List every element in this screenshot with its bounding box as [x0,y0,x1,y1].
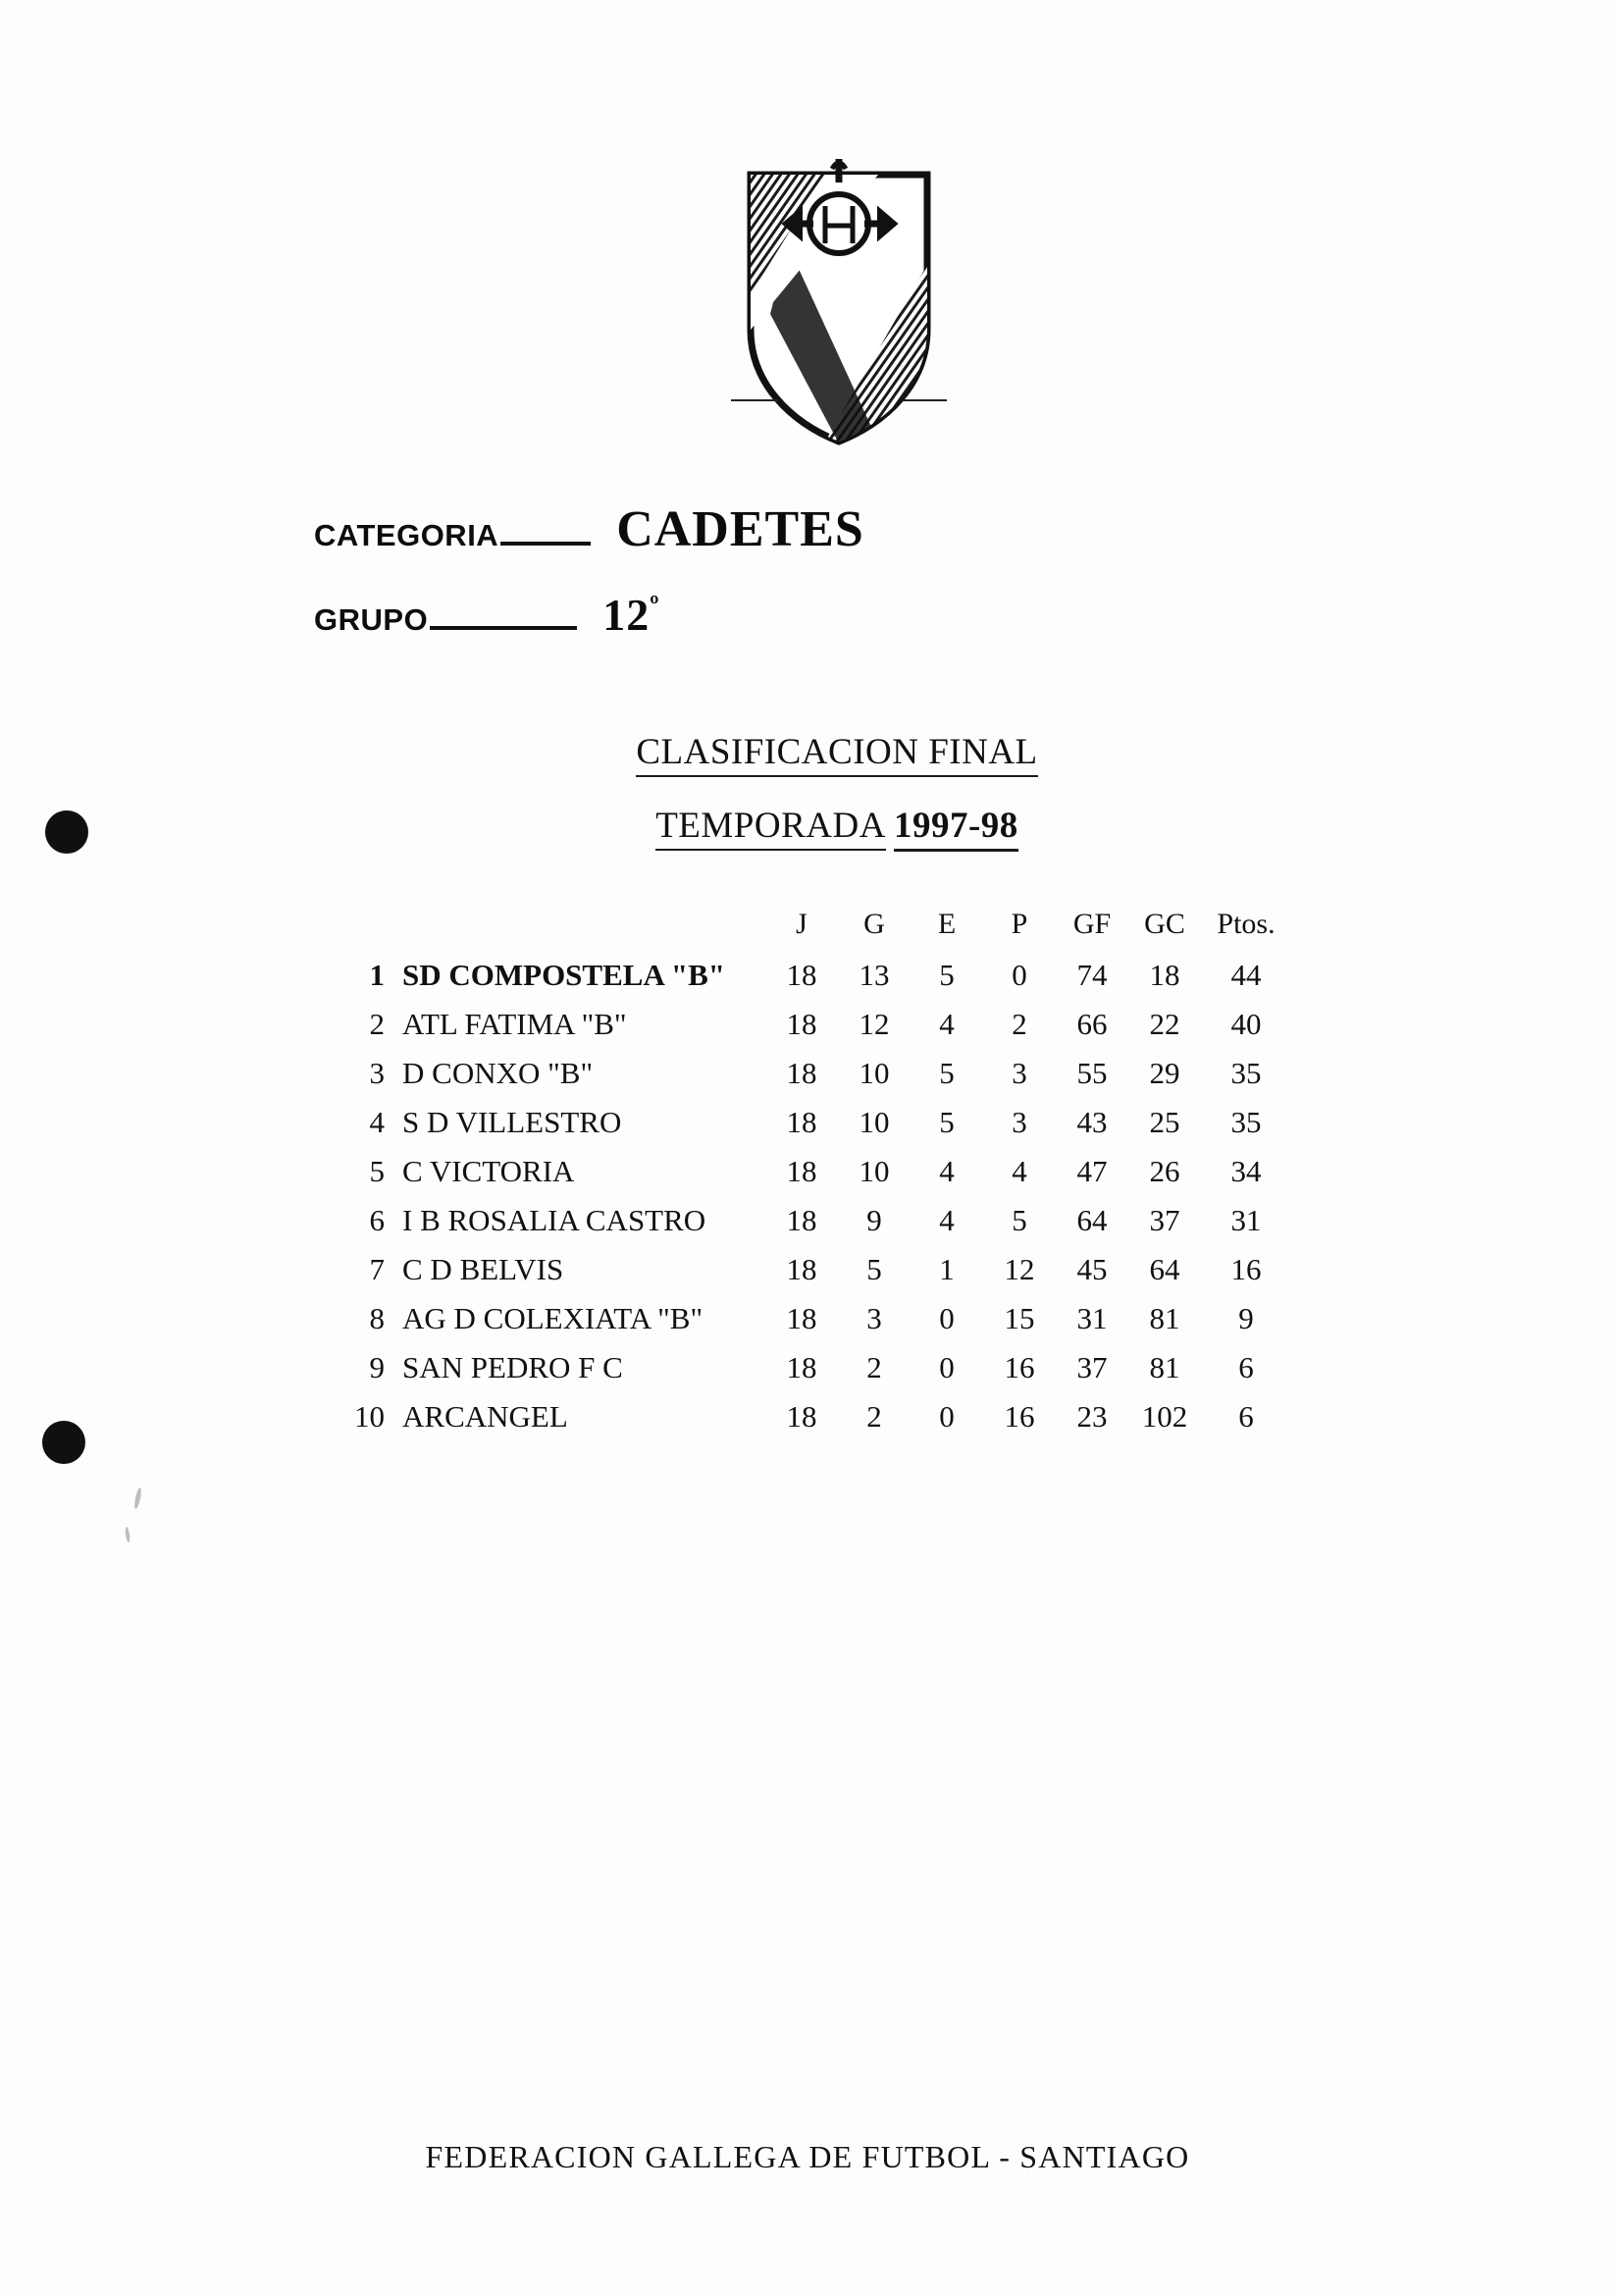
table-row [324,1294,1291,1343]
cell-gc: 25 [1149,1105,1180,1139]
cell-gc: 102 [1141,1399,1188,1434]
cell-j: 18 [786,1350,817,1384]
column-header-g: G [863,908,885,940]
column-header-p: P [1011,908,1028,940]
cell-e: 4 [939,1007,955,1041]
cell-gf: 31 [1076,1301,1108,1335]
standings-table-body [324,951,1291,1441]
cell-position: 7 [369,1252,385,1286]
grupo-value [602,589,659,641]
grupo-line [314,589,659,641]
cell-team: D CONXO "B" [402,1056,594,1090]
temporada-value: 1997-98 [894,806,1018,852]
cell-gc: 22 [1149,1007,1180,1041]
cell-gc: 29 [1149,1056,1180,1090]
cell-g: 9 [866,1203,882,1237]
cell-g: 10 [859,1056,890,1090]
cell-j: 18 [786,1203,817,1237]
cell-j: 18 [786,958,817,992]
cell-team: ATL FATIMA "B" [402,1007,627,1041]
cell-ptos: 35 [1230,1105,1262,1139]
clasificacion-title [29,731,1615,773]
cell-j: 18 [786,1301,817,1335]
cell-p: 4 [1012,1154,1027,1188]
cell-ptos: 6 [1238,1350,1254,1384]
cell-gc: 26 [1149,1154,1180,1188]
cell-team: S D VILLESTRO [402,1105,622,1139]
cell-p: 3 [1012,1105,1027,1139]
scan-speckle [133,1487,142,1510]
cell-j: 18 [786,1154,817,1188]
temporada-title [29,805,1615,847]
categoria-label: CATEGORIA [314,518,499,552]
cell-g: 5 [866,1252,882,1286]
cell-position: 4 [369,1105,385,1139]
cell-p: 5 [1012,1203,1027,1237]
table-row [324,1147,1291,1196]
cell-ptos: 31 [1230,1203,1262,1237]
cell-p: 12 [1004,1252,1035,1286]
cell-e: 0 [939,1301,955,1335]
cell-ptos: 34 [1230,1154,1262,1188]
cell-position: 3 [369,1056,385,1090]
cell-team: C D BELVIS [402,1252,564,1286]
table-row [324,1196,1291,1245]
cell-gc: 81 [1149,1350,1180,1384]
cell-p: 0 [1012,958,1027,992]
cell-gc: 64 [1149,1252,1180,1286]
cell-e: 0 [939,1350,955,1384]
table-row [324,1000,1291,1049]
column-header-position [324,908,402,951]
cell-ptos: 35 [1230,1056,1262,1090]
cell-g: 13 [859,958,890,992]
cell-position: 6 [369,1203,385,1237]
cell-team: SD COMPOSTELA "B" [402,958,725,992]
column-header-e: E [937,908,957,940]
standings-table-head [324,908,1291,951]
cell-p: 16 [1004,1399,1035,1434]
cell-position: 5 [369,1154,385,1188]
footer-text: FEDERACION GALLEGA DE FUTBOL - SANTIAGO [425,2139,1190,2174]
cell-ptos: 6 [1238,1399,1254,1434]
cell-position: 9 [369,1350,385,1384]
cell-gf: 74 [1076,958,1108,992]
clasificacion-title-text: CLASIFICACION FINAL [636,732,1037,777]
column-header-team [402,908,765,951]
cell-g: 10 [859,1154,890,1188]
cell-e: 1 [939,1252,955,1286]
cell-p: 16 [1004,1350,1035,1384]
cell-g: 2 [866,1399,882,1434]
cell-p: 2 [1012,1007,1027,1041]
cell-position: 10 [354,1399,385,1434]
cell-e: 4 [939,1154,955,1188]
cell-position: 1 [369,958,385,992]
club-crest-icon [731,147,947,461]
cell-gc: 37 [1149,1203,1180,1237]
cell-gf: 37 [1076,1350,1108,1384]
cell-position: 2 [369,1007,385,1041]
column-header-gf: GF [1072,908,1112,940]
cell-gf: 55 [1076,1056,1108,1090]
table-row [324,1098,1291,1147]
column-header-ptos: Ptos. [1217,908,1276,940]
cell-j: 18 [786,1007,817,1041]
table-row [324,1343,1291,1392]
categoria-value: CADETES [616,501,864,557]
cell-j: 18 [786,1105,817,1139]
cell-e: 0 [939,1399,955,1434]
table-row [324,1392,1291,1441]
cell-p: 3 [1012,1056,1027,1090]
document-footer [0,2139,1615,2175]
column-header-j: J [796,908,808,940]
cell-team: C VICTORIA [402,1154,575,1188]
cell-e: 4 [939,1203,955,1237]
grupo-label: GRUPO [314,602,429,637]
cell-g: 2 [866,1350,882,1384]
cell-team: I B ROSALIA CASTRO [402,1203,706,1237]
scan-speckle [125,1527,130,1542]
cell-team: ARCANGEL [402,1399,568,1434]
cell-p: 15 [1004,1301,1035,1335]
cell-ptos: 16 [1230,1252,1262,1286]
cell-g: 3 [866,1301,882,1335]
cell-gf: 64 [1076,1203,1108,1237]
cell-ptos: 44 [1230,958,1262,992]
cell-gf: 47 [1076,1154,1108,1188]
cell-j: 18 [786,1252,817,1286]
cell-gc: 81 [1149,1301,1180,1335]
cell-g: 10 [859,1105,890,1139]
table-row [324,1049,1291,1098]
cell-j: 18 [786,1056,817,1090]
standings-table-wrapper [324,908,1305,1441]
categoria-line [314,500,864,558]
cell-j: 18 [786,1399,817,1434]
table-header-row [324,908,1291,951]
cell-gf: 66 [1076,1007,1108,1041]
cell-position: 8 [369,1301,385,1335]
cell-ptos: 40 [1230,1007,1262,1041]
temporada-label: TEMPORADA [655,806,886,851]
cell-e: 5 [939,1105,955,1139]
cell-gf: 23 [1076,1399,1108,1434]
cell-team: AG D COLEXIATA "B" [402,1301,703,1335]
grupo-underline [430,626,577,630]
standings-table [324,908,1291,1441]
punch-hole-bottom [42,1421,85,1464]
cell-gf: 43 [1076,1105,1108,1139]
column-header-gc: GC [1144,908,1185,940]
grupo-value-number: 12 [602,590,651,640]
cell-gc: 18 [1149,958,1180,992]
cell-e: 5 [939,958,955,992]
table-row [324,951,1291,1000]
table-row [324,1245,1291,1294]
cell-e: 5 [939,1056,955,1090]
cell-team: SAN PEDRO F C [402,1350,623,1384]
cell-gf: 45 [1076,1252,1108,1286]
categoria-underline [500,542,591,546]
cell-ptos: 9 [1238,1301,1254,1335]
cell-g: 12 [859,1007,890,1041]
grupo-value-suffix: º [650,590,660,621]
